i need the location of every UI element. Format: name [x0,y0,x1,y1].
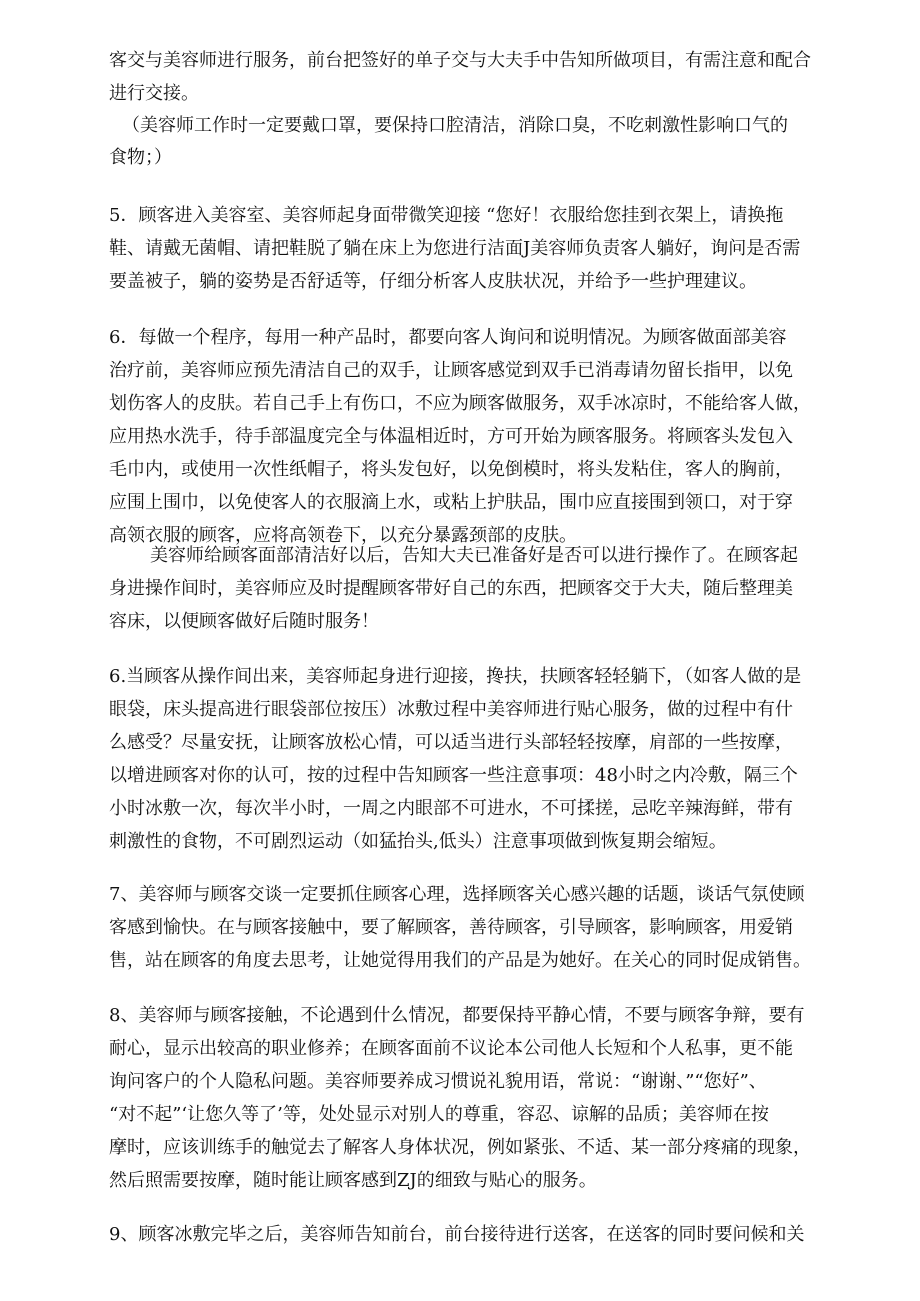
text-line: 售，站在顾客的角度去思考，让她觉得用我们的产品是为她好。在关心的同时促成销售。 [109,950,811,971]
text-line: 划伤客人的皮肤。若自己手上有伤口，不应为顾客做服务，双手冰凉时，不能给客人做， [109,393,811,414]
text-line: 眼袋，床头提高进行眼袋部位按压）冰敷过程中美容师进行贴心服务，做的过程中有什 [109,699,793,720]
text-line: 客感到愉快。在与顾客接触中，要了解顾客，善待顾客，引导顾客，影响顾客，用爱销 [109,917,793,938]
text-line: 美容师给顾客面部清洁好以后，告知大夫已准备好是否可以进行操作了。在顾客起 [150,545,798,566]
text-line: 容床，以便顾客做好后随时服务！ [109,611,379,632]
text-line: 客交与美容师进行服务，前台把签好的单子交与大夫手中告知所做项目，有需注意和配合 [109,50,811,71]
text-line: 摩时，应该训练手的触觉去了解客人身体状况，例如紧张、不适、某一部分疼痛的现象， [109,1137,811,1158]
text-line: 小时冰敷一次，每次半小时，一周之内眼部不可进水，不可揉搓，忌吃辛辣海鲜，带有 [109,798,793,819]
text-line: 么感受？尽量安抚，让顾客放松心情，可以适当进行头部轻轻按摩，肩部的一些按摩， [109,732,793,753]
text-line: 食物；） [109,147,172,168]
text-line: 6.当顾客从操作间出来，美容师起身进行迎接，搀扶，扶顾客轻轻躺下，（如客人做的是 [109,666,802,687]
text-line: 8、美容师与顾客接触，不论遇到什么情况，都要保持平静心情，不要与顾客争辩，要有 [109,1005,805,1026]
text-line: 6．每做一个程序，每用一种产品时，都要向客人询问和说明情况。为顾客做面部美容 [109,327,787,348]
text-line: 耐心，显示出较高的职业修养；在顾客面前不议论本公司他人长短和个人私事，更不能 [109,1038,793,1059]
text-line: 身进操作间时，美容师应及时提醒顾客带好自己的东西，把顾客交于大夫，随后整理美 [109,578,793,599]
text-line: 进行交接。 [109,83,199,104]
text-line: 应围上围巾，以免使客人的衣服滴上水，或粘上护肤品，围巾应直接围到领口，对于穿 [109,492,793,513]
text-line: 鞋、请戴无菌帽、请把鞋脱了躺在床上为您进行洁面J美容师负责客人躺好，询问是否需 [109,238,801,259]
text-line: 毛巾内，或使用一次性纸帽子，将头发包好，以免倒模时，将头发粘住，客人的胸前， [109,459,793,480]
text-line: 应用热水洗手，待手部温度完全与体温相近时，方可开始为顾客服务。将顾客头发包入 [109,426,793,447]
text-line: 要盖被子，躺的姿势是否舒适等，仔细分析客人皮肤状况，并给予一些护理建议。 [109,271,757,292]
text-line: 询问客户的个人隐私问题。美容师要养成习惯说礼貌用语，常说：“谢谢、”“您好”、 [109,1071,767,1092]
text-line: 高领衣服的顾客，应将高领卷下，以充分暴露颈部的皮肤。 [109,525,577,546]
text-line: 5．顾客进入美容室、美容师起身面带微笑迎接 “您好！衣服给您挂到衣架上，请换拖 [109,205,784,226]
text-line: 7、美容师与顾客交谈一定要抓住顾客心理，选择顾客关心感兴趣的话题，谈话气氛使顾 [109,884,805,905]
text-line: 9、顾客冰敷完毕之后，美容师告知前台，前台接待进行送客，在送客的同时要问候和关 [109,1224,805,1245]
text-line: “对不起”‘让您久等了’等，处处显示对别人的尊重，容忍、谅解的品质；美容师在按 [109,1104,769,1125]
text-line: 刺激性的食物，不可剧烈运动（如猛抬头,低头）注意事项做到恢复期会缩短。 [109,831,727,852]
text-line: 以增进顾客对你的认可，按的过程中告知顾客一些注意事项：48小时之内冷敷，隔三个 [109,765,798,786]
text-line: 然后照需要按摩，随时能让顾客感到ZJ的细致与贴心的服务。 [109,1170,597,1191]
text-line: 治疗前，美容师应预先清洁自己的双手，让顾客感觉到双手已消毒请勿留长指甲，以免 [109,360,793,381]
text-line: （美容师工作时一定要戴口罩，要保持口腔清洁，消除口臭，不吃刺激性影响口气的 [122,115,788,136]
